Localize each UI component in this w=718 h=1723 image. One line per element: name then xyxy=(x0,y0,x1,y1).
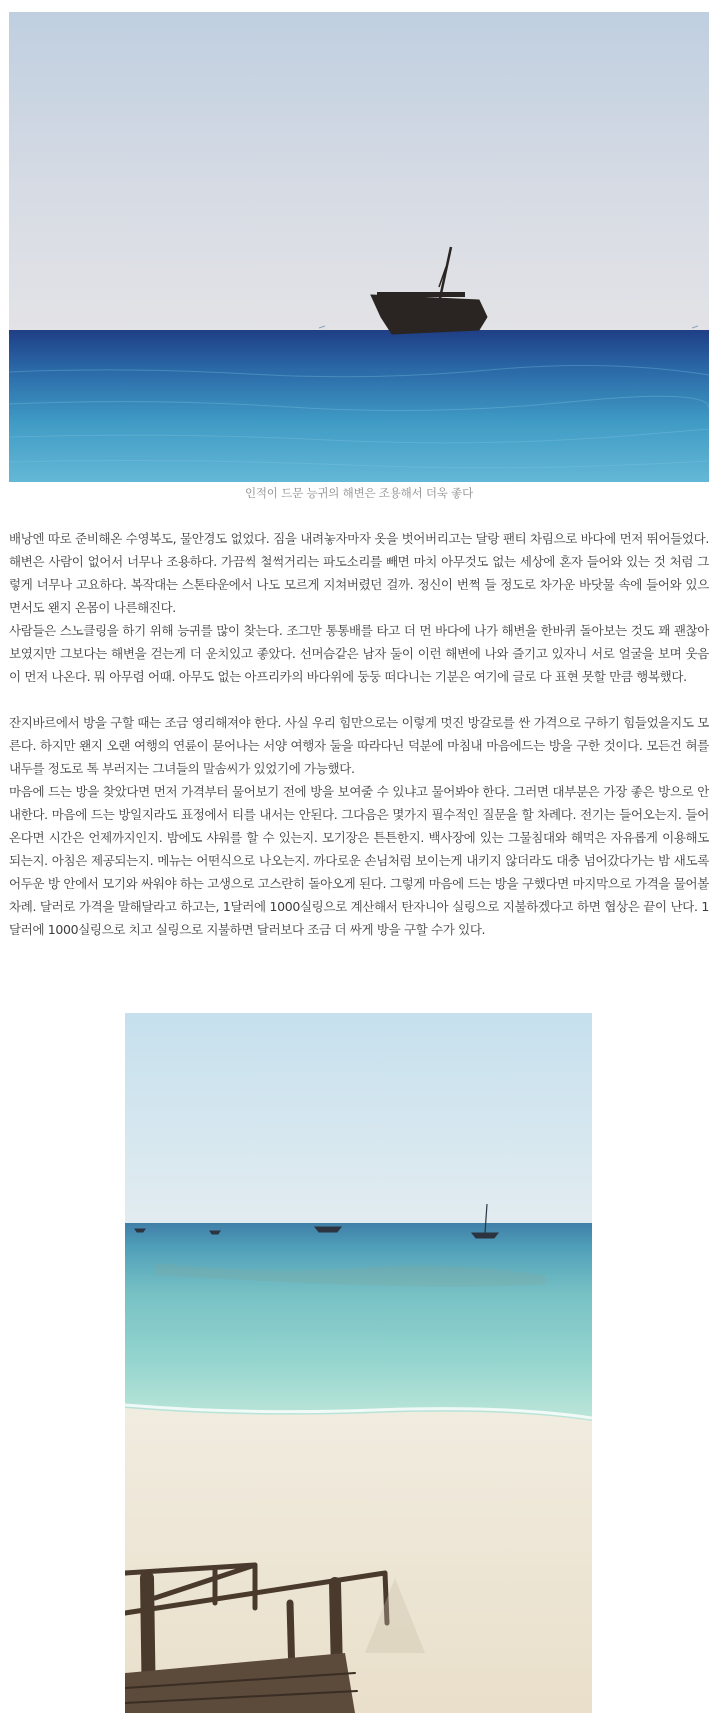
beach-boat-photo xyxy=(9,12,709,482)
beach-image xyxy=(125,1013,592,1713)
paragraph-3: 잔지바르에서 방을 구할 때는 조금 영리해져야 한다. 사실 우리 힘만으로는 이렇게 멋진 방갈로를 싼 가격으로 구하기 힘들었을지도 모른다. 하지만 왠지 오랜 여행의 연륜이 묻어나는 서양 여행자 둘을 따라다닌 덕분에 마침내 마음에드는 방을 구한 것이다. 모든건 혀를 내두를 정도로 톡 부러지는 그녀들의 말솜씨가 있었기에 가능했다. xyxy=(9,715,709,776)
boat-sea-image xyxy=(9,12,709,482)
article-body xyxy=(9,527,709,941)
paragraph-4: 마음에 드는 방을 찾았다면 먼저 가격부터 물어보기 전에 방을 보여줄 수 있냐고 물어봐야 한다. 그러면 대부분은 가장 좋은 방으로 안내한다. 마음에 드는 방일지라도 표정에서 티를 내서는 안된다. 그다음은 몇가지 필수적인 질문을 할 차례다. 전기는 들어오는지. 들어온다면 시간은 언제까지인지. 밤에도 샤워를 할 수 있는지. 모기장은 튼튼한지. 백사장에 있는 그물침대와 해먹은 자유롭게 이용해도 되는지. 아침은 제공되는지. 메뉴는 어떤식으로 나오는지. 까다로운 손님처럼 보이는게 내키지 않더라도 대충 넘어갔다가는 밤 새도록 어두운 방 안에서 모기와 싸워야 하는 고생으로 고스란히 돌아오게 된다. 그렇게 마음에 드는 방을 구했다면 마지막으로 가격을 물어볼 차례. 달러로 가격을 말해달라고 하고는, 1달러에 1000실링으로 계산해서 탄자니아 실링으로 지불하겠다고 하면 협상은 끝이 난다. 1달러에 1000실링으로 치고 실링으로 지불하면 달러보다 조금 더 싸게 방을 구할 수가 있다. xyxy=(9,784,709,937)
beach-stairs-photo xyxy=(125,1013,592,1713)
paragraph-1: 배낭엔 따로 준비해온 수영복도, 물안경도 없었다. 짐을 내려놓자마자 옷을 벗어버리고는 달랑 팬티 차림으로 바다에 먼저 뛰어들었다. 해변은 사람이 없어서 너무나 조용하다. 가끔씩 철썩거리는 파도소리를 빼면 마치 아무것도 없는 세상에 혼자 들어와 있는 것 처럼 그렇게 너무나 고요하다. 복작대는 스톤타운에서 나도 모르게 지쳐버렸던 걸까. 정신이 번쩍 들 정도로 차가운 바닷물 속에 들어와 있으면서도 왠지 온몸이 나른해진다. xyxy=(9,531,709,615)
paragraph-2: 사람들은 스노클링을 하기 위해 능귀를 많이 찾는다. 조그만 통통배를 타고 더 먼 바다에 나가 해변을 한바퀴 돌아보는 것도 꽤 괜찮아 보였지만 그보다는 해변을 걷는게 더 운치있고 좋았다. 선머슴같은 남자 둘이 이런 해변에 나와 즐기고 있자니 서로 얼굴을 보며 웃음이 먼저 나온다. 뭐 아무렴 어때. 아무도 없는 아프리카의 바다위에 둥둥 떠다니는 기분은 여기에 글로 다 표현 못할 만큼 행복했다. xyxy=(9,623,709,684)
photo-caption: 인적이 드문 능귀의 해변은 조용해서 더욱 좋다 xyxy=(244,486,473,500)
